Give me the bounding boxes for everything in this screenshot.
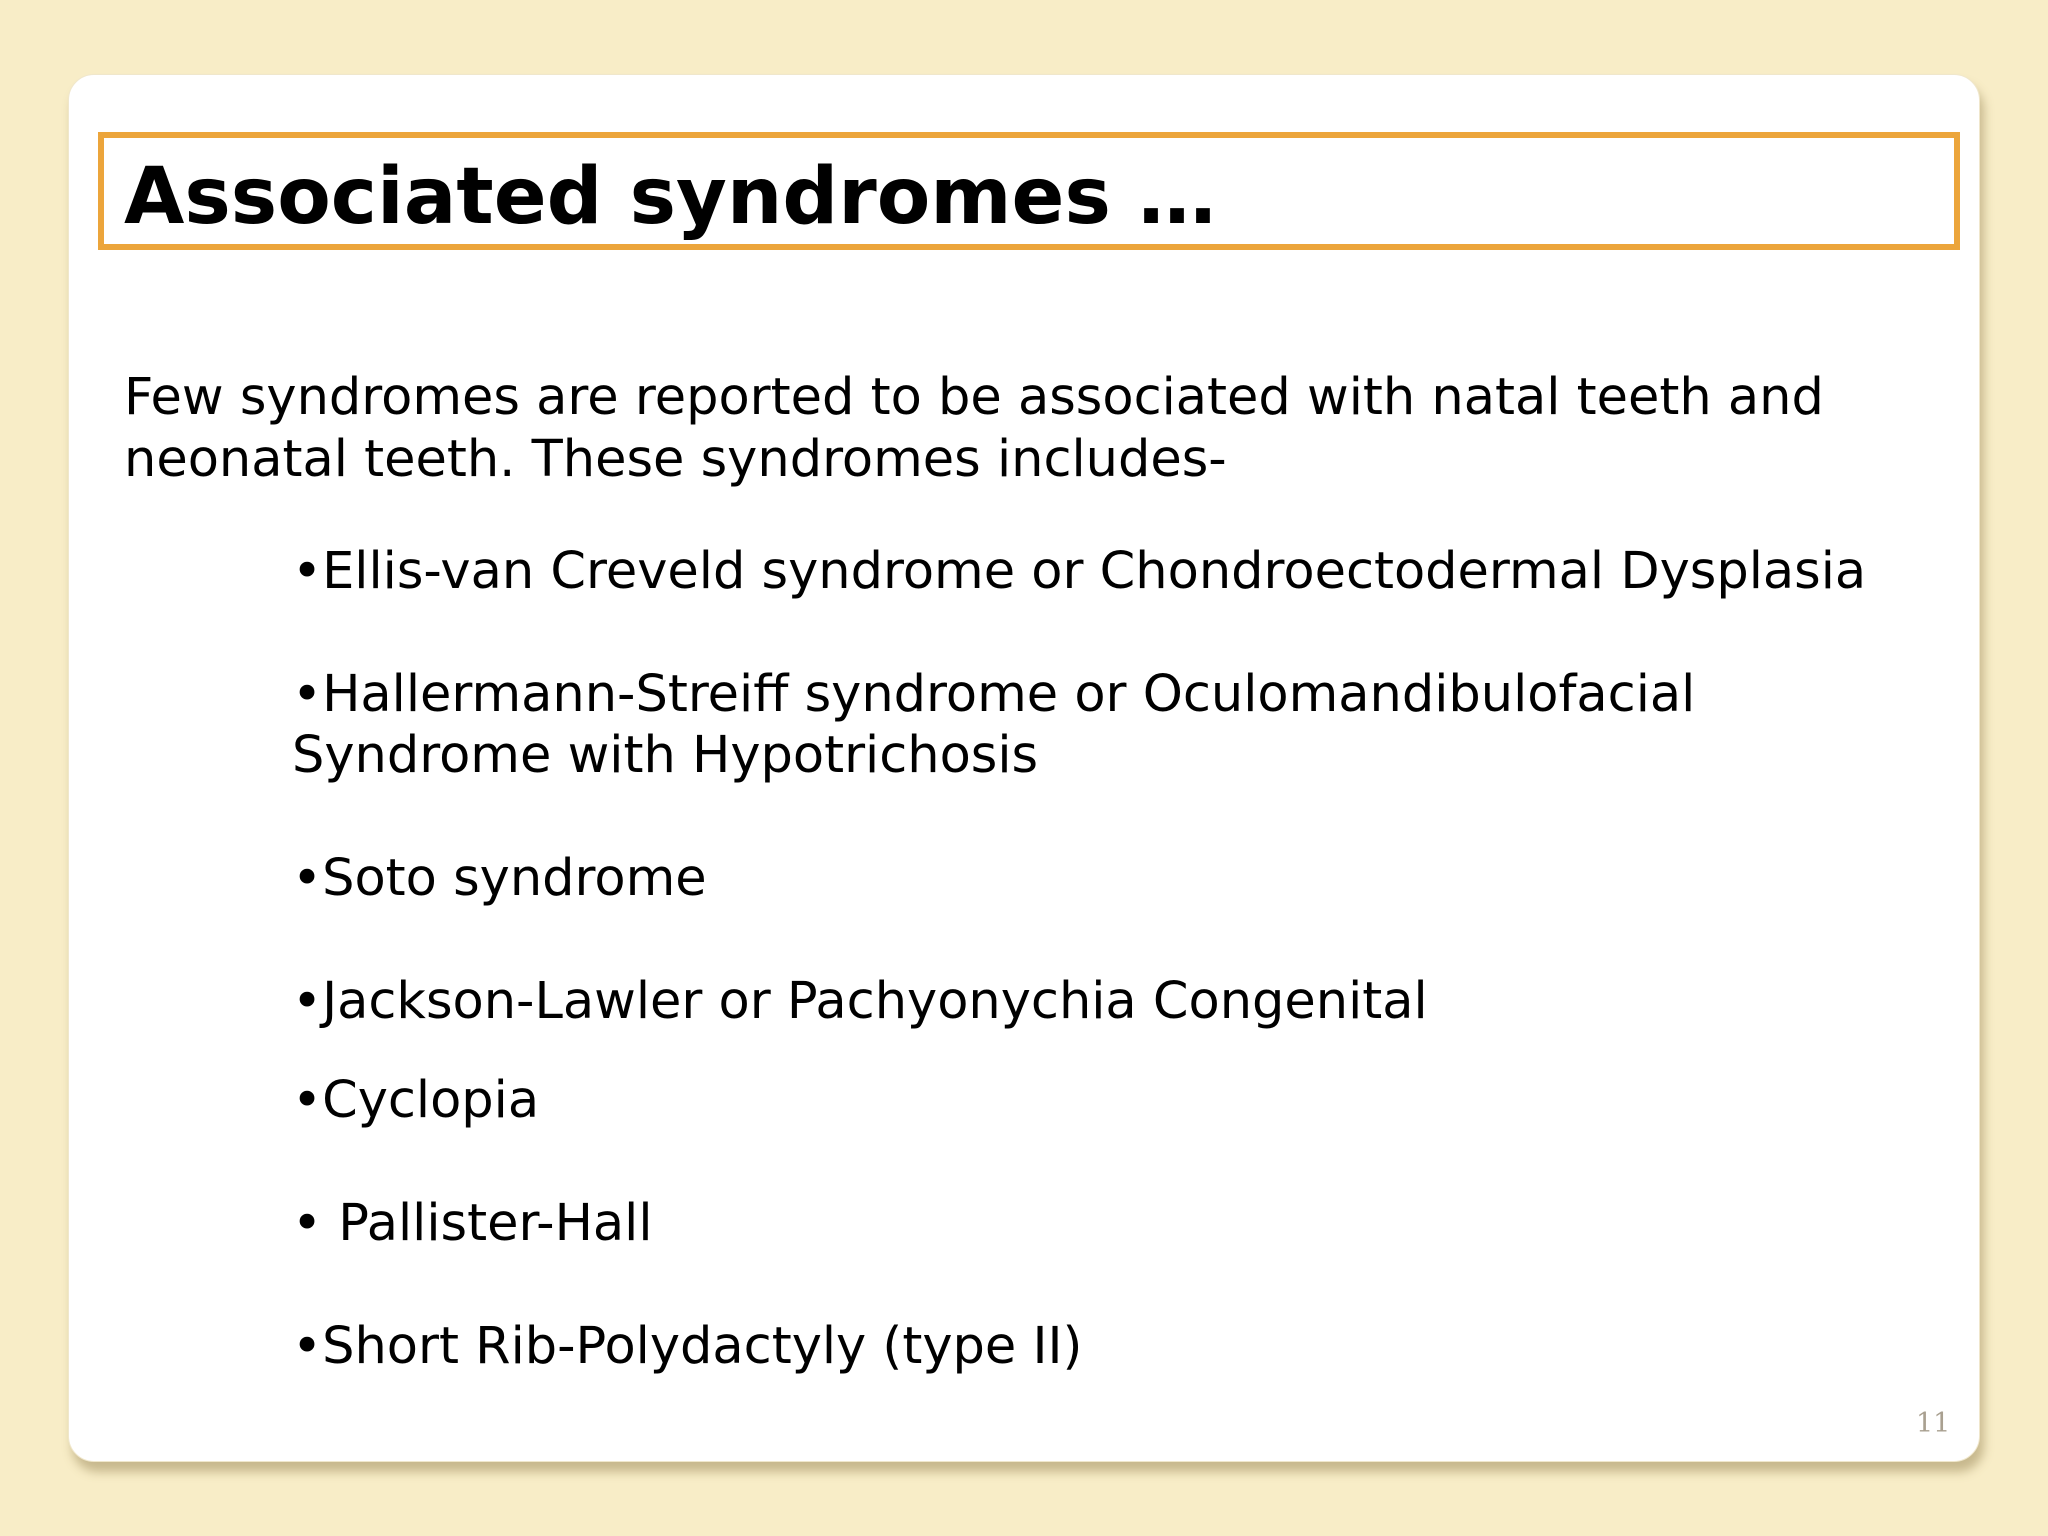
slide-title: Associated syndromes … (124, 152, 1217, 242)
list-item-jackson-lawler: •Jackson-Lawler or Pachyonychia Congenital (292, 972, 1428, 1031)
list-item-soto: •Soto syndrome (292, 849, 707, 908)
list-item-hallermann-streiff: •Hallermann-Streiff syndrome or Oculomandibulofacial (292, 665, 1696, 724)
page-number: 11 (1916, 1408, 1951, 1439)
list-item-hallermann-streiff-continued: Syndrome with Hypotrichosis (292, 726, 1039, 785)
list-item-cyclopia: •Cyclopia (292, 1071, 540, 1130)
list-item-short-rib-polydactyly: •Short Rib-Polydactyly (type II) (292, 1317, 1083, 1376)
list-item-pallister-hall: • Pallister-Hall (292, 1194, 653, 1253)
intro-paragraph: Few syndromes are reported to be associated with natal teeth and neonatal teeth. These syndromes includes- (124, 368, 1824, 489)
list-item-ellis-van-creveld: •Ellis-van Creveld syndrome or Chondroectodermal Dysplasia (292, 542, 1867, 601)
